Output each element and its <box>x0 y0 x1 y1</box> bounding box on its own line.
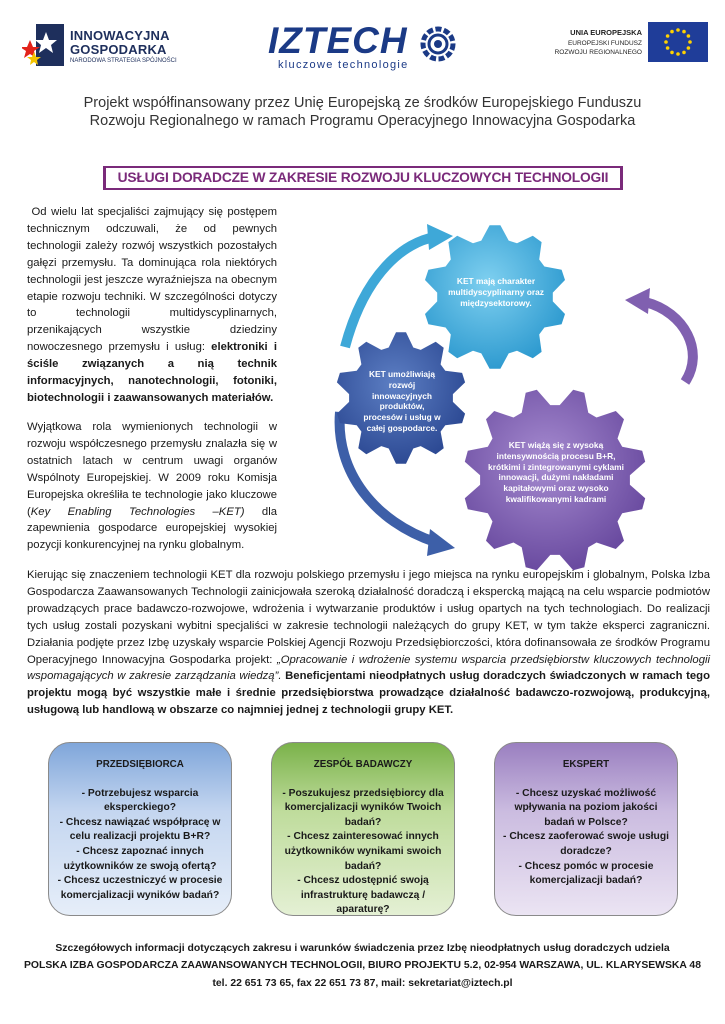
box-line: - Chcesz zaoferować swoje usługi <box>503 831 669 843</box>
footer-line3: tel. 22 651 73 65, fax 22 651 73 87, mail: sekretariat@iztech.pl <box>212 977 513 989</box>
box-items <box>495 787 677 889</box>
gear1-text: KET mają charakter multidyscyplinarny oraz międzysektorowy. <box>448 276 544 308</box>
footer-line2: POLSKA IZBA GOSPODARCZA ZAAWANSOWANYCH TECHNOLOGII, BIURO PROJEKTU 5.2, 02-954 WARSZAWA, UL. KLARYSEWSKA 48 <box>24 960 701 972</box>
eu-line3: ROZWOJU REGIONALNEGO <box>554 49 642 56</box>
box-expert <box>494 742 678 916</box>
box-line: doradcze? <box>560 845 612 857</box>
box-research-team <box>271 742 455 916</box>
box-line: - Chcesz zainteresować innych <box>287 831 439 843</box>
logo-line1: INNOWACYJNA <box>70 28 170 43</box>
innowacyjna-gospodarka-logo <box>22 22 192 70</box>
intro-paragraph <box>27 204 277 407</box>
eu-line1: UNIA EUROPEJSKA <box>570 28 642 37</box>
eu-logo <box>548 22 708 66</box>
gear3-text: KET wiążą się z wysoką intensywnością procesu B+R, krótkimi i zintegrowanymi cyklami innowacji, dużymi nakładami kapitałowymi oraz wysoko kwalifikowanymi kadrami <box>488 440 624 504</box>
ket-italic: Key Enabling Technologies –KET) <box>30 505 245 518</box>
box-title: ZESPÓŁ BADAWCZY <box>313 759 413 770</box>
box-line: użytkowników wynikami swoich <box>284 845 442 857</box>
project-line2: Rozwoju Regionalnego w ramach Programu Operacyjnego Innowacyjna Gospodarka <box>89 113 636 129</box>
iztech-tagline: kluczowe technologie <box>278 59 409 71</box>
gear2-text: KET umożliwiają rozwój innowacyjnych produktów, procesów i usług w całej gospodarce. <box>363 369 441 433</box>
gears-graphic <box>285 212 715 582</box>
box-line: - Chcesz uczestniczyć w procesie <box>57 875 223 887</box>
ket-text-after: dla zapewnienia gospodarce europejskiej wysokiej pozycji konkurencyjnej na rynku globalnym. <box>27 505 277 552</box>
logo-line3: NARODOWA STRATEGIA SPÓJNOŚCI <box>70 58 177 64</box>
arrow-left-head <box>427 529 455 556</box>
box-line: infrastrukturę badawczą / <box>300 889 426 901</box>
contact-footer <box>0 940 725 992</box>
box-line: - Chcesz pomóc w procesie <box>518 860 654 872</box>
project-text: Kierując się znaczeniem technologii KET dla rozwoju polskiego przemysłu i jego miejsca na rynku europejskim i globalnym, Polska Izba Gospodarcza Zaawansowanych Technologii zainicjowała szeroką działalność doradczą i ekspercką mającą na celu wsparcie podmiotów prowadzących prace badawczo-rozwojowe, wdrożenia i wytwarzanie produktów i usług opartych na tych technologiach. Do realizacji tych usług zostali pozyskani wybitni specjaliści w zakresie technologii należących do grupy KET, w tym także eksperci zagraniczni. Działania podjęte przez Izbę uzyskały wsparcie Polskiej Agencji Rozwoju Przedsiębiorczości, która dofinansowała ze środków Programu Operacyjnego Innowacyjna Gospodarka projekt: <box>27 569 710 666</box>
box-line: - Potrzebujesz wsparcia <box>81 787 199 799</box>
project-paragraph <box>27 567 710 719</box>
box-line: wpływania na poziom jakości <box>514 802 658 814</box>
box-line: użytkowników ze swoją ofertą? <box>63 860 217 872</box>
box-line: - Chcesz uzyskać możliwość <box>515 787 657 799</box>
eu-line2: EUROPEJSKI FUNDUSZ <box>567 40 642 47</box>
box-line: - Chcesz nawiązać współpracę w <box>59 816 221 828</box>
box-line: komercjalizacji wyników Twoich <box>284 802 442 814</box>
eu-flag-icon <box>648 22 708 62</box>
box-line: badań? <box>344 860 382 872</box>
ket-paragraph <box>27 419 277 554</box>
arrow-right-head <box>625 288 650 314</box>
box-line: komercjalizacji badań? <box>529 875 643 887</box>
box-line: badań w Polsce? <box>544 816 628 828</box>
box-title: EKSPERT <box>562 759 610 770</box>
gear-logo-icon <box>420 26 456 62</box>
arrow-right <box>645 302 693 382</box>
title-banner <box>103 166 623 190</box>
box-entrepreneur <box>48 742 232 916</box>
ket-text-before: Wyjątkowa rola wymienionych technologii w rozwoju współczesnego przemysłu znalazła się w ostatnich latach w centrum uwagi organów Wspólnoty Europejskiej. W 2009 roku Komisja Europejska określiła te technologie jako kluczowe ( <box>27 421 277 518</box>
intro-text: Od wielu lat specjaliści zajmujący się postępem technicznym odczuwali, że od pewnych technologii zależy rozwój wszystkich pozostałych gałęzi przemysłu. Ta dominująca rola niektórych technologii jest jeszcze wyraźniejsza na obecnym etapie rozwoju techniki. W szczególności dotyczy to technologii multidyscyplinarnych, przenikających wszystkie dziedziny nowoczesnego przemysłu i usług: <box>27 206 277 354</box>
box-line: - Poszukujesz przedsiębiorcy dla <box>282 787 444 799</box>
box-line: komercjalizacji wyników badań? <box>60 889 220 901</box>
box-items <box>272 787 454 918</box>
box-line: eksperckiego? <box>103 802 177 814</box>
intro-bold: elektroniki i ściśle związanych a nią technik informacyjnych, nanotechnologii, fotoniki, biotechnologii i zaawansowanych materiałów. <box>27 341 277 404</box>
logo-line2: GOSPODARKA <box>70 42 167 57</box>
box-items <box>49 787 231 904</box>
iztech-logo <box>268 20 464 74</box>
box-line: aparaturę? <box>336 904 390 916</box>
project-statement <box>0 94 725 130</box>
box-title: PRZEDSIĘBIORCA <box>96 759 184 770</box>
stars-logo-icon <box>22 22 66 68</box>
project-italic: „Opracowanie i wdrożenie systemu wsparcia przedsiębiorstw kluczowych technologii wspomagających w zakresie zarządzania wiedzą”. <box>27 653 711 683</box>
project-line1: Projekt współfinansowany przez Unię Europejską ze środków Europejskiego Funduszu <box>83 95 642 111</box>
arrow-top <box>345 237 435 347</box>
footer-line1: Szczegółowych informacji dotyczących zakresu i warunków świadczenia przez Izbę nieodpłatnych usług doradczych udziela <box>55 943 670 954</box>
box-line: - Chcesz zapoznać innych <box>76 845 204 857</box>
page-title: USŁUGI DORADCZE W ZAKRESIE ROZWOJU KLUCZOWYCH TECHNOLOGII <box>106 168 620 188</box>
project-bold: Beneficjentami nieodpłatnych usług doradczych świadczonych w ramach tego projektu mogą być wszystkie małe i średnie przedsiębiorstwa prowadzące działalność badawczo-rozwojową, produkcyjną, usługową lub handlową w obszarze co najmniej jednej z technologii grupy KET. <box>27 670 710 717</box>
box-line: - Chcesz udostępnić swoją <box>297 875 429 887</box>
ket-gears-diagram <box>285 212 715 582</box>
iztech-wordmark: IZTECH <box>268 20 408 61</box>
box-line: celu realizacji projektu B+R? <box>69 831 211 843</box>
box-line: badań? <box>344 816 382 828</box>
